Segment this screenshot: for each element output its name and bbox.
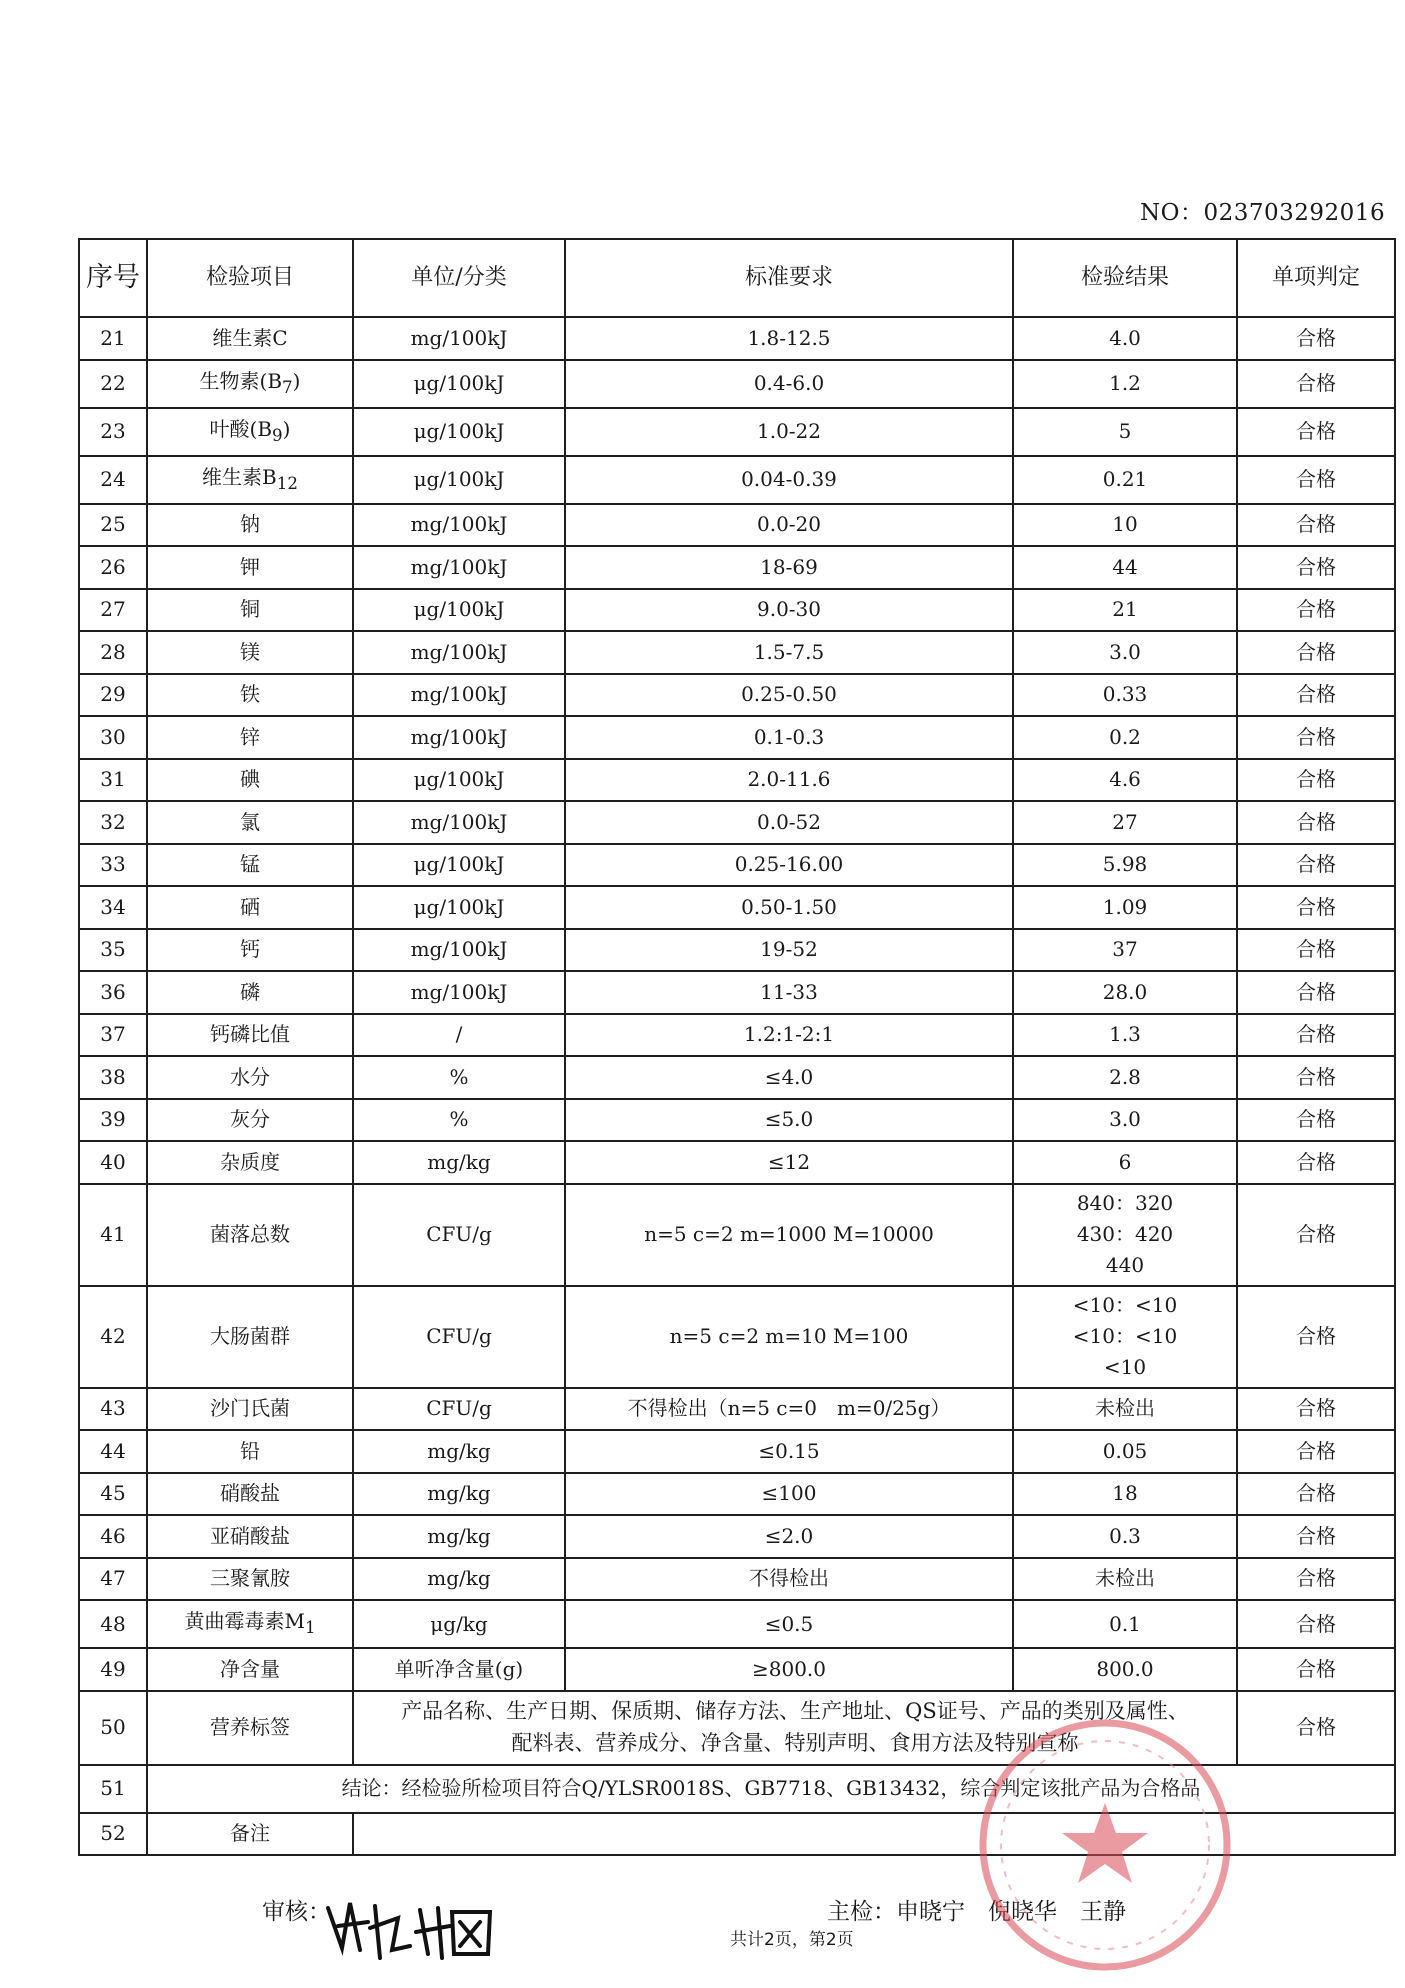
cell-result: 0.05	[1013, 1430, 1237, 1473]
cell-judgment: 合格	[1237, 1648, 1395, 1691]
item-name: 硒	[240, 894, 260, 919]
cell-item	[147, 1558, 353, 1601]
remarks-value	[353, 1813, 1395, 1856]
cell-unit: mg/100kJ	[353, 716, 565, 759]
cell-judgment: 合格	[1237, 716, 1395, 759]
cell-standard: 0.04-0.39	[565, 456, 1013, 504]
cell-result: 2.8	[1013, 1056, 1237, 1099]
cell-item	[147, 1430, 353, 1473]
table-row	[79, 456, 1395, 504]
cell-seq: 49	[79, 1648, 147, 1691]
cell-unit: CFU/g	[353, 1286, 565, 1388]
cell-item	[147, 504, 353, 547]
cell-item	[147, 631, 353, 674]
cell-result	[1013, 1184, 1237, 1286]
cell-seq: 48	[79, 1600, 147, 1648]
cell-unit: CFU/g	[353, 1184, 565, 1286]
cell-item	[147, 546, 353, 589]
cell-result: 6	[1013, 1141, 1237, 1184]
cell-judgment: 合格	[1237, 929, 1395, 972]
header-judgment: 单项判定	[1237, 239, 1395, 317]
cell-unit: %	[353, 1056, 565, 1099]
cell-item	[147, 1056, 353, 1099]
item-name: 亚硝酸盐	[210, 1523, 290, 1548]
cell-seq: 22	[79, 360, 147, 408]
cell-standard: 0.0-52	[565, 801, 1013, 844]
cell-seq: 28	[79, 631, 147, 674]
cell-item	[147, 716, 353, 759]
cell-judgment: 合格	[1237, 801, 1395, 844]
table-row	[79, 971, 1395, 1014]
table-row	[79, 1473, 1395, 1516]
item-name: 镁	[240, 639, 260, 664]
cell-judgment: 合格	[1237, 1430, 1395, 1473]
cell-standard: ≤2.0	[565, 1515, 1013, 1558]
cell-result: 5.98	[1013, 844, 1237, 887]
table-row	[79, 1056, 1395, 1099]
cell-standard: 2.0-11.6	[565, 759, 1013, 802]
table-row	[79, 1648, 1395, 1691]
cell-standard: ≤12	[565, 1141, 1013, 1184]
official-seal-icon	[975, 1715, 1235, 1975]
cell-unit: μg/100kJ	[353, 844, 565, 887]
report-number: NO：023703292016	[1140, 200, 1386, 226]
item-name: 铅	[240, 1438, 260, 1463]
cell-result: 4.0	[1013, 317, 1237, 360]
cell-judgment: 合格	[1237, 674, 1395, 717]
inspector-label: 主检：	[827, 1899, 896, 1925]
table-row	[79, 408, 1395, 456]
cell-judgment: 合格	[1237, 1558, 1395, 1601]
cell-judgment: 合格	[1237, 1099, 1395, 1142]
cell-item: 大肠菌群	[147, 1286, 353, 1388]
table-row	[79, 1014, 1395, 1057]
cell-unit: μg/100kJ	[353, 360, 565, 408]
item-subscript: 9	[272, 425, 283, 445]
cell-judgment: 合格	[1237, 1141, 1395, 1184]
cell-result: 未检出	[1013, 1388, 1237, 1431]
table-row	[79, 1141, 1395, 1184]
item-suffix: C	[272, 325, 288, 350]
cell-unit: μg/100kJ	[353, 886, 565, 929]
item-name: 碘	[240, 767, 260, 792]
cell-standard: 不得检出	[565, 1558, 1013, 1601]
cell-unit: mg/kg	[353, 1141, 565, 1184]
item-suffix: )	[282, 416, 291, 441]
cell-standard: 0.0-20	[565, 504, 1013, 547]
cell-seq: 39	[79, 1099, 147, 1142]
cell-judgment: 合格	[1237, 589, 1395, 632]
cell-item	[147, 1014, 353, 1057]
cell-item	[147, 1141, 353, 1184]
result-line: <10：<10	[1072, 1293, 1178, 1317]
item-suffix: )	[292, 368, 301, 393]
cell-judgment: 合格	[1237, 1286, 1395, 1388]
cell-standard: 1.2:1-2:1	[565, 1014, 1013, 1057]
header-unit: 单位/分类	[353, 239, 565, 317]
table-row	[79, 886, 1395, 929]
header-standard: 标准要求	[565, 239, 1013, 317]
cell-result: 0.3	[1013, 1515, 1237, 1558]
cell-judgment: 合格	[1237, 1014, 1395, 1057]
cell-result: 10	[1013, 504, 1237, 547]
cell-item	[147, 317, 353, 360]
cell-item	[147, 971, 353, 1014]
cell-item	[147, 1648, 353, 1691]
cell-unit: mg/100kJ	[353, 971, 565, 1014]
cell-result: 5	[1013, 408, 1237, 456]
cell-standard: 1.5-7.5	[565, 631, 1013, 674]
cell-judgment: 合格	[1237, 1691, 1395, 1765]
cell-seq: 42	[79, 1286, 147, 1388]
result-line: 840：320	[1076, 1191, 1174, 1215]
cell-result: 44	[1013, 546, 1237, 589]
reviewer-signature-icon	[320, 1888, 510, 1968]
cell-standard: n=5 c=2 m=1000 M=10000	[565, 1184, 1013, 1286]
table-row	[79, 1184, 1395, 1286]
cell-item	[147, 589, 353, 632]
cell-judgment: 合格	[1237, 886, 1395, 929]
result-line: 440	[1105, 1253, 1145, 1277]
requirement-line: 配料表、营养成分、净含量、特别声明、食用方法及特别宣称	[511, 1730, 1079, 1755]
cell-judgment: 合格	[1237, 317, 1395, 360]
cell-standard: 18-69	[565, 546, 1013, 589]
table-row	[79, 1600, 1395, 1648]
table-row	[79, 674, 1395, 717]
cell-seq: 26	[79, 546, 147, 589]
cell-seq: 41	[79, 1184, 147, 1286]
item-name: 灰分	[230, 1107, 270, 1132]
cell-unit: mg/100kJ	[353, 317, 565, 360]
cell-standard: 1.0-22	[565, 408, 1013, 456]
cell-result: 21	[1013, 589, 1237, 632]
cell-item: 备注	[147, 1813, 353, 1856]
cell-seq: 31	[79, 759, 147, 802]
result-line: <10	[1103, 1355, 1147, 1379]
item-name: 钙磷比值	[210, 1022, 290, 1047]
cell-item	[147, 408, 353, 456]
table-row	[79, 844, 1395, 887]
cell-result: 1.2	[1013, 360, 1237, 408]
cell-item	[147, 886, 353, 929]
cell-unit: mg/100kJ	[353, 929, 565, 972]
cell-standard: 19-52	[565, 929, 1013, 972]
requirement-line: 产品名称、生产日期、保质期、储存方法、生产地址、QS证号、产品的类别及属性、	[401, 1699, 1189, 1723]
cell-unit: μg/kg	[353, 1600, 565, 1648]
item-name: 叶酸(B	[209, 416, 273, 441]
cell-item	[147, 360, 353, 408]
item-name: 净含量	[220, 1656, 280, 1681]
table-row	[79, 360, 1395, 408]
cell-result: 未检出	[1013, 1558, 1237, 1601]
inspector-names: 申晓宁 倪晓华 王静	[896, 1899, 1126, 1925]
cell-seq: 35	[79, 929, 147, 972]
cell-seq: 24	[79, 456, 147, 504]
cell-judgment: 合格	[1237, 360, 1395, 408]
table-row	[79, 929, 1395, 972]
item-name: 钠	[240, 512, 260, 537]
item-name: 水分	[230, 1064, 270, 1089]
cell-item	[147, 674, 353, 717]
cell-result: 27	[1013, 801, 1237, 844]
cell-item	[147, 1388, 353, 1431]
cell-item	[147, 1515, 353, 1558]
reviewer-label: 审核：	[262, 1899, 331, 1925]
cell-standard: ≤0.15	[565, 1430, 1013, 1473]
cell-result: 0.21	[1013, 456, 1237, 504]
cell-seq: 52	[79, 1813, 147, 1856]
cell-item	[147, 456, 353, 504]
cell-judgment: 合格	[1237, 971, 1395, 1014]
cell-judgment: 合格	[1237, 844, 1395, 887]
cell-result: 800.0	[1013, 1648, 1237, 1691]
table-body-contaminants	[79, 1388, 1395, 1691]
item-subscript: 12	[276, 473, 298, 493]
cell-unit: μg/100kJ	[353, 759, 565, 802]
table-row	[79, 716, 1395, 759]
table-row	[79, 1388, 1395, 1431]
item-subscript: 1	[304, 1618, 316, 1638]
cell-seq: 46	[79, 1515, 147, 1558]
cell-unit: /	[353, 1014, 565, 1057]
item-name: 氯	[240, 809, 260, 834]
cell-seq: 36	[79, 971, 147, 1014]
cell-standard: ≤4.0	[565, 1056, 1013, 1099]
cell-item: 菌落总数	[147, 1184, 353, 1286]
cell-judgment: 合格	[1237, 1388, 1395, 1431]
cell-standard: n=5 c=2 m=10 M=100	[565, 1286, 1013, 1388]
cell-seq: 47	[79, 1558, 147, 1601]
cell-seq: 34	[79, 886, 147, 929]
cell-item	[147, 1099, 353, 1142]
cell-seq: 30	[79, 716, 147, 759]
table-row	[79, 631, 1395, 674]
cell-unit: mg/kg	[353, 1515, 565, 1558]
table-body-main	[79, 317, 1395, 1184]
item-name: 维生素	[212, 325, 273, 350]
cell-judgment: 合格	[1237, 1473, 1395, 1516]
cell-result: 3.0	[1013, 631, 1237, 674]
cell-standard: ≥800.0	[565, 1648, 1013, 1691]
header-result: 检验结果	[1013, 239, 1237, 317]
cell-seq: 29	[79, 674, 147, 717]
cell-seq: 50	[79, 1691, 147, 1765]
cell-judgment: 合格	[1237, 1515, 1395, 1558]
cell-result: 0.2	[1013, 716, 1237, 759]
cell-judgment: 合格	[1237, 759, 1395, 802]
table-row	[79, 504, 1395, 547]
header-row	[79, 239, 1395, 317]
cell-result: 3.0	[1013, 1099, 1237, 1142]
cell-judgment: 合格	[1237, 1184, 1395, 1286]
cell-seq: 23	[79, 408, 147, 456]
cell-seq: 38	[79, 1056, 147, 1099]
cell-seq: 45	[79, 1473, 147, 1516]
cell-item	[147, 801, 353, 844]
cell-seq: 33	[79, 844, 147, 887]
cell-unit: mg/100kJ	[353, 801, 565, 844]
cell-judgment: 合格	[1237, 456, 1395, 504]
table-body-micro	[79, 1184, 1395, 1388]
inspection-table	[78, 238, 1396, 1856]
cell-seq: 51	[79, 1765, 147, 1813]
item-name: 杂质度	[220, 1149, 280, 1174]
item-name: 锰	[240, 852, 260, 877]
cell-unit: mg/kg	[353, 1558, 565, 1601]
table-row	[79, 589, 1395, 632]
table-row	[79, 801, 1395, 844]
cell-unit: μg/100kJ	[353, 408, 565, 456]
cell-item	[147, 844, 353, 887]
cell-unit: mg/kg	[353, 1430, 565, 1473]
header-item: 检验项目	[147, 239, 353, 317]
cell-unit: CFU/g	[353, 1388, 565, 1431]
item-name: 锌	[240, 724, 260, 749]
cell-result	[1013, 1286, 1237, 1388]
cell-item	[147, 759, 353, 802]
page-indicator: 共计2页，第2页	[730, 1930, 854, 1950]
table-row	[79, 1558, 1395, 1601]
cell-item	[147, 929, 353, 972]
item-name: 铁	[240, 682, 260, 707]
result-line: <10：<10	[1072, 1324, 1178, 1348]
cell-standard: 不得检出（n=5 c=0 m=0/25g）	[565, 1388, 1013, 1431]
item-name: 磷	[240, 979, 260, 1004]
cell-unit: μg/100kJ	[353, 589, 565, 632]
cell-result: 28.0	[1013, 971, 1237, 1014]
cell-item	[147, 1600, 353, 1648]
cell-standard: ≤5.0	[565, 1099, 1013, 1142]
cell-unit: mg/100kJ	[353, 546, 565, 589]
cell-unit: %	[353, 1099, 565, 1142]
cell-unit: mg/kg	[353, 1473, 565, 1516]
cell-standard: 11-33	[565, 971, 1013, 1014]
cell-unit: mg/100kJ	[353, 674, 565, 717]
cell-judgment: 合格	[1237, 408, 1395, 456]
cell-seq: 44	[79, 1430, 147, 1473]
cell-seq: 40	[79, 1141, 147, 1184]
item-name: 黄曲霉毒素M	[184, 1609, 305, 1634]
cell-seq: 25	[79, 504, 147, 547]
item-name: 生物素(B	[199, 368, 283, 393]
cell-judgment: 合格	[1237, 546, 1395, 589]
item-subscript: 7	[282, 377, 293, 397]
item-name: 钾	[240, 554, 260, 579]
table-row	[79, 317, 1395, 360]
cell-seq: 32	[79, 801, 147, 844]
table-row	[79, 1286, 1395, 1388]
cell-seq: 27	[79, 589, 147, 632]
cell-standard: 0.25-16.00	[565, 844, 1013, 887]
cell-result: 37	[1013, 929, 1237, 972]
item-name: 钙	[240, 937, 260, 962]
item-name: 铜	[240, 597, 260, 622]
cell-unit: μg/100kJ	[353, 456, 565, 504]
cell-judgment: 合格	[1237, 504, 1395, 547]
cell-seq: 21	[79, 317, 147, 360]
cell-standard: 0.25-0.50	[565, 674, 1013, 717]
cell-standard: 9.0-30	[565, 589, 1013, 632]
cell-standard: 1.8-12.5	[565, 317, 1013, 360]
cell-result: 1.09	[1013, 886, 1237, 929]
cell-result: 0.33	[1013, 674, 1237, 717]
table-row	[79, 1430, 1395, 1473]
cell-item	[147, 1473, 353, 1516]
result-line: 430：420	[1076, 1222, 1174, 1246]
item-name: 三聚氰胺	[210, 1566, 290, 1591]
cell-judgment: 合格	[1237, 1600, 1395, 1648]
item-name: 硝酸盐	[220, 1481, 280, 1506]
cell-unit: mg/100kJ	[353, 631, 565, 674]
cell-item: 营养标签	[147, 1691, 353, 1765]
cell-result: 4.6	[1013, 759, 1237, 802]
cell-result: 1.3	[1013, 1014, 1237, 1057]
table-row	[79, 759, 1395, 802]
cell-standard: ≤0.5	[565, 1600, 1013, 1648]
cell-result: 0.1	[1013, 1600, 1237, 1648]
cell-unit: mg/100kJ	[353, 504, 565, 547]
table-row	[79, 1099, 1395, 1142]
table-row	[79, 1515, 1395, 1558]
item-name: 沙门氏菌	[210, 1396, 290, 1421]
cell-result: 18	[1013, 1473, 1237, 1516]
cell-judgment: 合格	[1237, 1056, 1395, 1099]
cell-standard: 0.1-0.3	[565, 716, 1013, 759]
conclusion-text: 结论：经检验所检项目符合Q/YLSR0018S、GB7718、GB13432，综合判定该批产品为合格品	[147, 1765, 1395, 1813]
header-seq: 序号	[79, 239, 147, 317]
cell-standard: ≤100	[565, 1473, 1013, 1516]
cell-standard: 0.4-6.0	[565, 360, 1013, 408]
item-name: 维生素B	[202, 464, 277, 489]
table-row	[79, 546, 1395, 589]
cell-seq: 43	[79, 1388, 147, 1431]
cell-standard: 0.50-1.50	[565, 886, 1013, 929]
cell-unit: 单听净含量(g)	[353, 1648, 565, 1691]
cell-seq: 37	[79, 1014, 147, 1057]
cell-judgment: 合格	[1237, 631, 1395, 674]
